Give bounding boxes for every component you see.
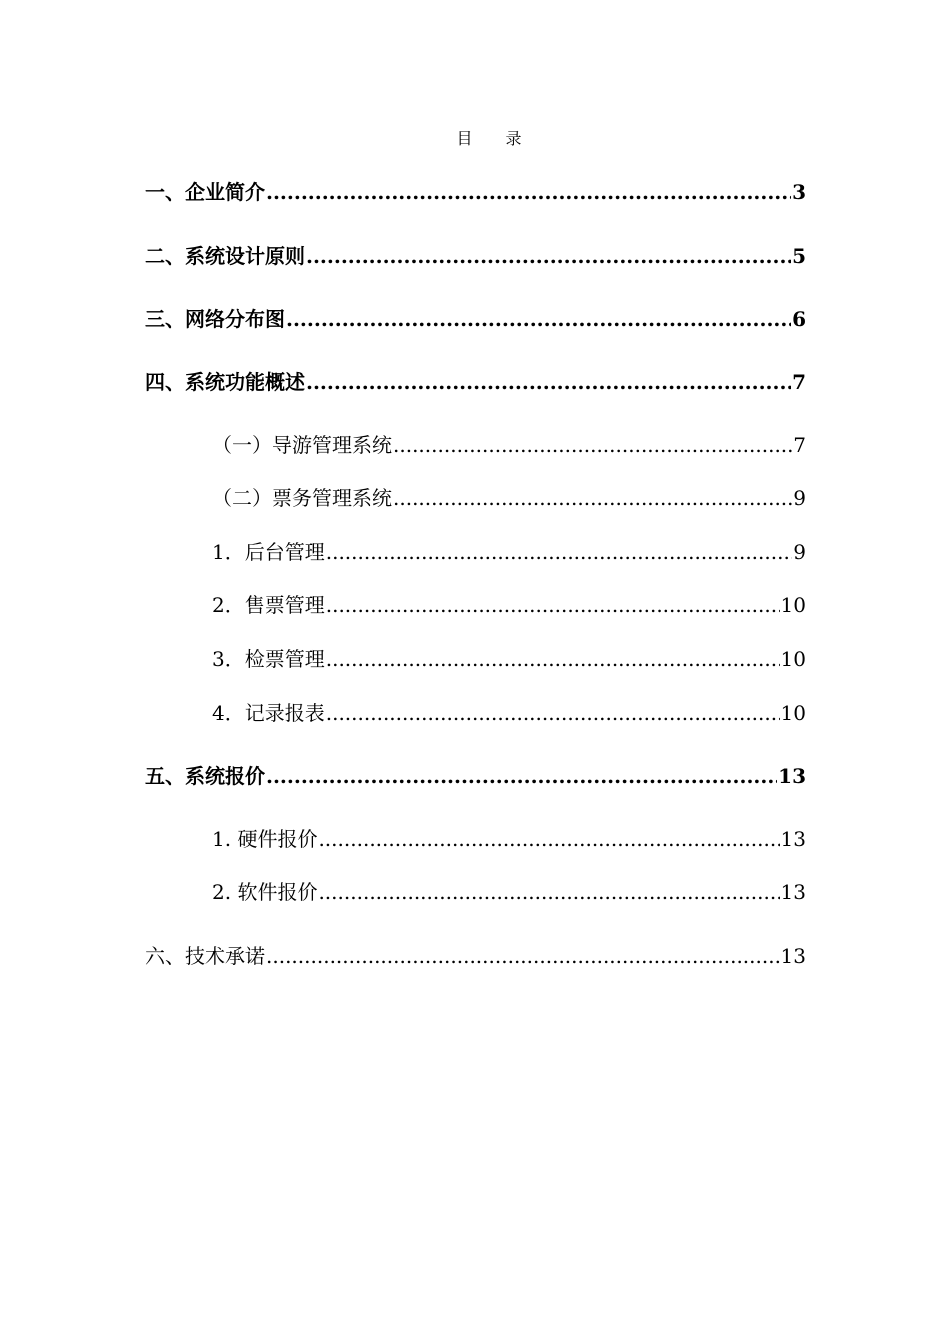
toc-entry[interactable] [212, 878, 806, 906]
toc-entry-label: 二、系统设计原则 [145, 244, 305, 268]
toc-entry[interactable] [145, 305, 806, 333]
toc-entry[interactable] [212, 591, 806, 619]
toc-entry[interactable] [212, 538, 806, 566]
toc-leader-dots [393, 484, 792, 512]
toc-leader-dots [326, 591, 780, 619]
toc-entry-label: 六、技术承诺 [145, 944, 265, 968]
toc-entry-page: 7 [793, 433, 806, 457]
toc-entry[interactable] [212, 484, 806, 512]
toc-entry-label: 2．售票管理 [212, 593, 325, 617]
toc-entry[interactable] [145, 242, 806, 270]
toc-entry-label: 1．后台管理 [212, 540, 325, 564]
toc-leader-dots [306, 368, 791, 396]
toc-leader-dots [266, 178, 791, 206]
toc-leader-dots [318, 825, 779, 853]
toc-entry-label: 一、企业简介 [145, 180, 265, 204]
toc-leader-dots [266, 762, 777, 790]
toc-entry-label: 四、系统功能概述 [145, 370, 305, 394]
toc-entry[interactable] [145, 762, 806, 790]
toc-entry-page: 10 [780, 701, 806, 725]
toc-leader-dots [326, 645, 780, 673]
toc-leader-dots [326, 699, 780, 727]
toc-entry-page: 5 [792, 244, 806, 268]
toc-entry-label: 五、系统报价 [145, 764, 265, 788]
toc-entry-page: 9 [793, 486, 806, 510]
toc-entry-label: 3．检票管理 [212, 647, 325, 671]
toc-entry-label: （二）票务管理系统 [212, 486, 392, 510]
toc-entry-page: 10 [780, 593, 806, 617]
toc-entry[interactable] [212, 699, 806, 727]
toc-entry-page: 13 [780, 827, 806, 851]
toc-entry-label: 三、网络分布图 [145, 307, 285, 331]
toc-entry-label: （一）导游管理系统 [212, 433, 392, 457]
toc-entry-page: 10 [780, 647, 806, 671]
toc-entry-label: 2. 软件报价 [212, 880, 318, 904]
page-title: 目 录 [456, 129, 536, 148]
toc-entry[interactable] [145, 942, 806, 970]
toc-entry[interactable] [145, 368, 806, 396]
toc-entry[interactable] [145, 178, 806, 206]
toc-leader-dots [266, 942, 780, 970]
toc-leader-dots [393, 431, 792, 459]
toc-entry-label: 4．记录报表 [212, 701, 325, 725]
toc-leader-dots [286, 305, 791, 333]
toc-entry-page: 3 [792, 180, 806, 204]
toc-entry-label: 1. 硬件报价 [212, 827, 318, 851]
toc-entry-page: 9 [793, 540, 806, 564]
toc-entry[interactable] [212, 645, 806, 673]
toc-leader-dots [318, 878, 779, 906]
toc-entry-page: 13 [778, 764, 806, 788]
toc-entry[interactable] [212, 825, 806, 853]
toc-entry-page: 6 [792, 307, 806, 331]
toc-entry-page: 13 [780, 944, 806, 968]
toc-entry-page: 7 [792, 370, 806, 394]
toc-leader-dots [326, 538, 793, 566]
toc-leader-dots [306, 242, 791, 270]
toc-entry[interactable] [212, 431, 806, 459]
toc-entry-page: 13 [780, 880, 806, 904]
